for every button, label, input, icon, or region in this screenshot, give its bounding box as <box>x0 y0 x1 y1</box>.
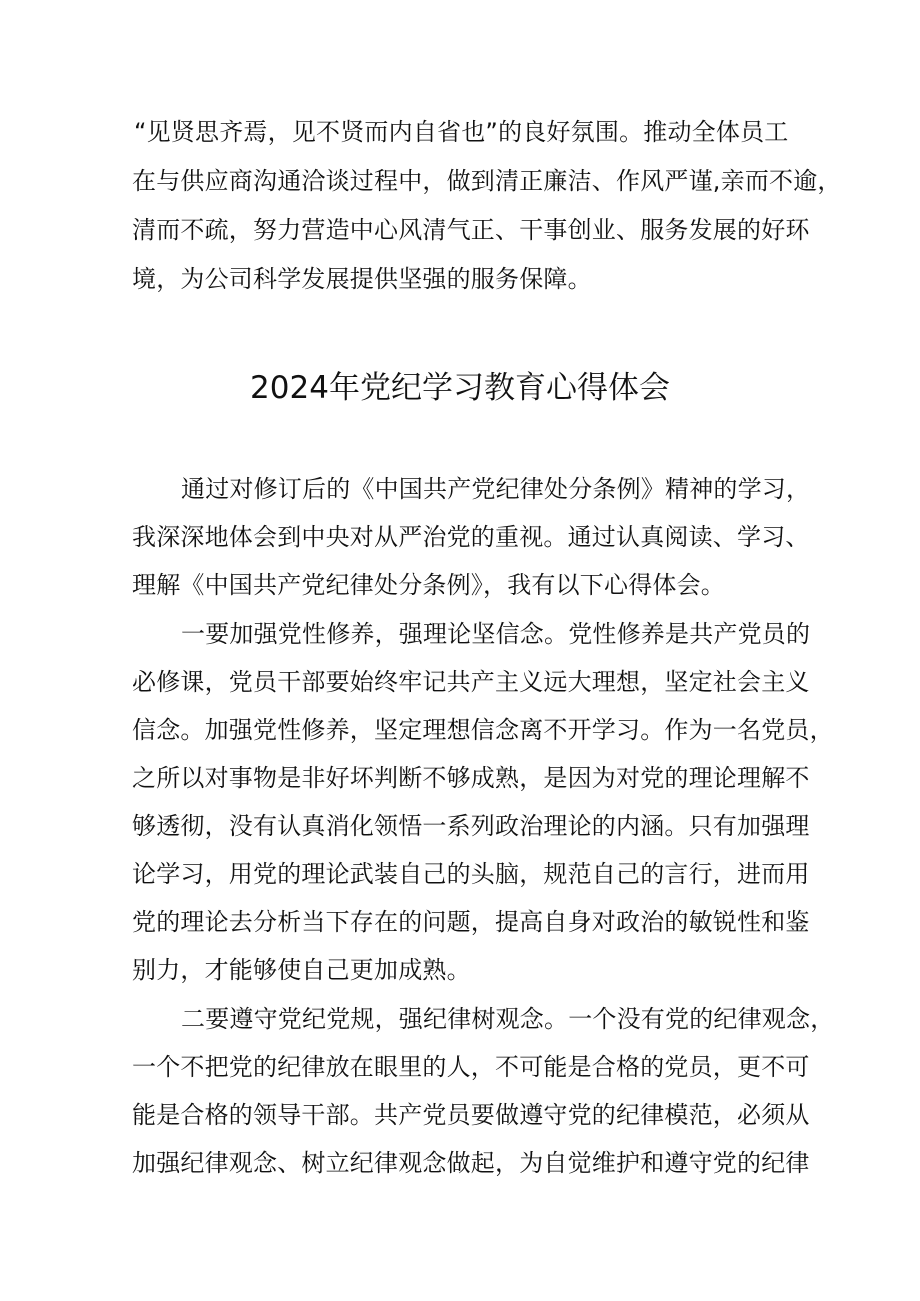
paragraph-2-line-2: 必修课，党员干部要始终牢记共产主义远大理想，坚定社会主义 <box>132 668 810 696</box>
continuation-line-2: 在与供应商沟通洽谈过程中，做到清正廉洁、作风严谨,亲而不逾， <box>132 167 842 195</box>
paragraph-2-line-7: 党的理论去分析当下存在的问题，提高自身对政治的敏锐性和鉴 <box>132 908 810 936</box>
article-title: 2024年党纪学习教育心得体会 <box>250 370 670 406</box>
paragraph-2-line-3: 信念。加强党性修养，坚定理想信念离不开学习。作为一名党员， <box>132 716 834 744</box>
continuation-line-1: “见贤思齐焉，见不贤而内自省也”的良好氛围。推动全体员工 <box>134 118 789 146</box>
paragraph-2-line-6: 论学习，用党的理论武装自己的头脑，规范自己的言行，进而用 <box>132 860 810 888</box>
paragraph-3-line-3: 能是合格的领导干部。共产党员要做遵守党的纪律模范，必须从 <box>132 1101 810 1129</box>
paragraph-1-line-2: 我深深地体会到中央对从严治党的重视。通过认真阅读、学习、 <box>132 523 810 551</box>
continuation-line-4: 境，为公司科学发展提供坚强的服务保障。 <box>132 265 592 293</box>
paragraph-2-line-5: 够透彻，没有认真消化领悟一系列政治理论的内涵。只有加强理 <box>132 812 810 840</box>
paragraph-2-line-4: 之所以对事物是非好坏判断不够成熟，是因为对党的理论理解不 <box>132 764 810 792</box>
paragraph-2-line-8: 别力，才能够使自己更加成熟。 <box>132 956 471 984</box>
paragraph-3-line-1: 二要遵守党纪党规，强纪律树观念。一个没有党的纪律观念， <box>181 1005 835 1033</box>
paragraph-3-line-2: 一个不把党的纪律放在眼里的人，不可能是合格的党员，更不可 <box>132 1053 810 1081</box>
continuation-line-3: 清而不疏，努力营造中心风清气正、干事创业、服务发展的好环 <box>132 216 810 244</box>
paragraph-3-line-4: 加强纪律观念、树立纪律观念做起，为自觉维护和遵守党的纪律 <box>132 1149 810 1177</box>
paragraph-1-line-3: 理解《中国共产党纪律处分条例》，我有以下心得体会。 <box>132 571 725 599</box>
paragraph-1-line-1: 通过对修订后的《中国共产党纪律处分条例》精神的学习， <box>181 475 811 503</box>
paragraph-2-line-1: 一要加强党性修养，强理论坚信念。党性修养是共产党员的 <box>181 620 811 648</box>
